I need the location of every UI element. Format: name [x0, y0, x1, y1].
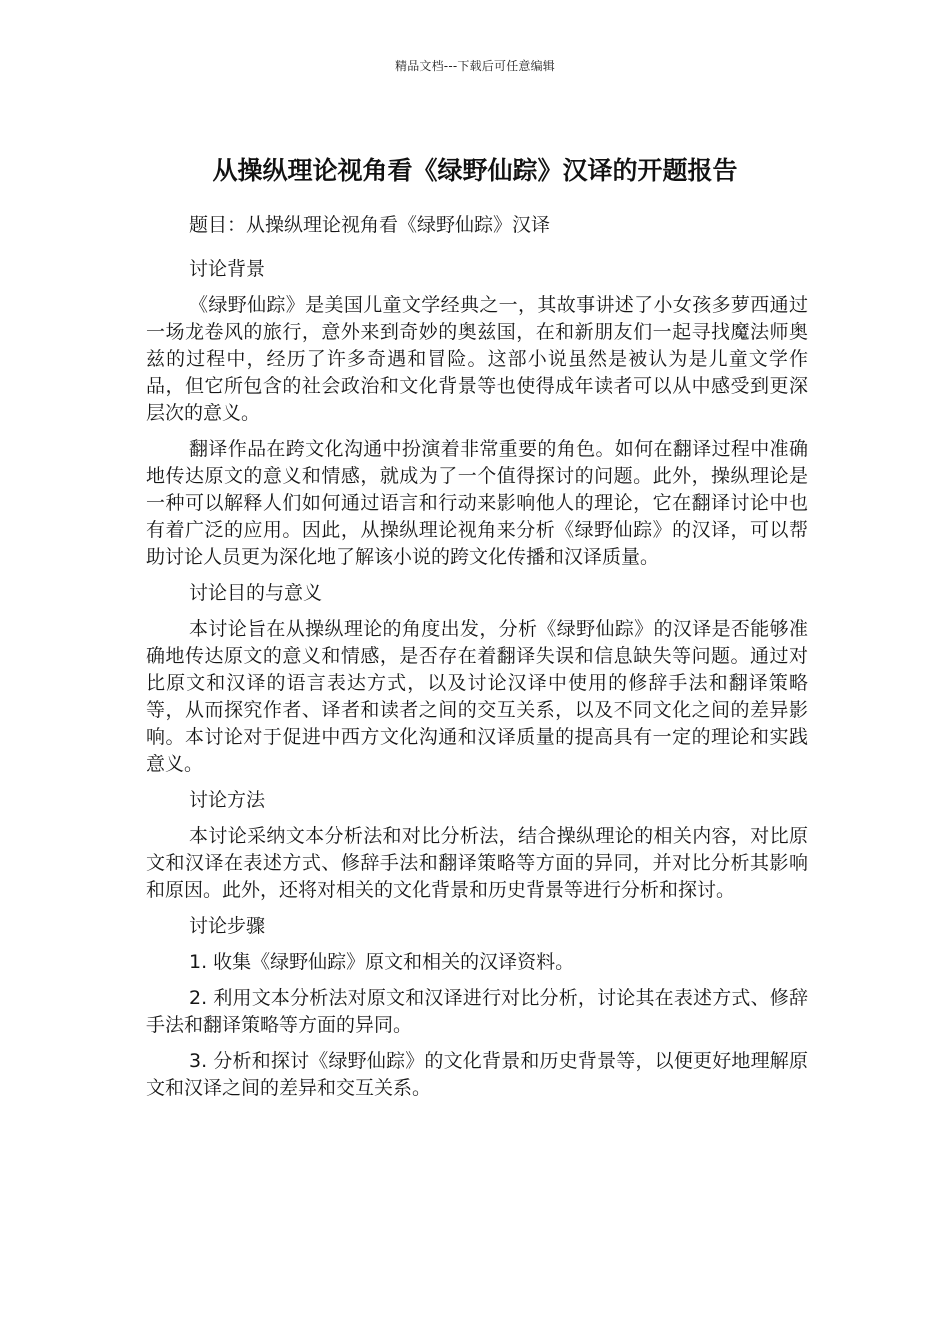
section-heading-method: 讨论方法	[189, 789, 266, 811]
background-paragraph-1: 《绿野仙踪》是美国儿童文学经典之一，其故事讲述了小女孩多萝西通过一场龙卷风的旅行，意外来到奇妙的奥兹国，在和新朋友们一起寻找魔法师奥兹的过程中，经历了许多奇遇和冒险。这部小说虽然是被认为是儿童文学作品，但它所包含的社会政治和文化背景等也使得成年读者可以从中感受到更深层次的意义。	[146, 294, 808, 424]
purpose-paragraph-1: 本讨论旨在从操纵理论的角度出发，分析《绿野仙踪》的汉译是否能够准确地传达原文的意义和情感，是否存在着翻译失误和信息缺失等问题。通过对比原文和汉译的语言表达方式，以及讨论汉译中使用的修辞手法和翻译策略等，从而探究作者、译者和读者之间的交互关系，以及不同文化之间的差异影响。本讨论对于促进中西方文化沟通和汉译质量的提高具有一定的理论和实践意义。	[146, 618, 808, 775]
step-item-2: 2. 利用文本分析法对原文和汉译进行对比分析，讨论其在表述方式、修辞手法和翻译策略等方面的异同。	[146, 987, 808, 1036]
header-note: 精品文档---下载后可任意编辑	[395, 59, 555, 73]
step-item-3: 3. 分析和探讨《绿野仙踪》的文化背景和历史背景等，以便更好地理解原文和汉译之间的差异和交互关系。	[146, 1050, 808, 1099]
step-item-1: 1. 收集《绿野仙踪》原文和相关的汉译资料。	[189, 951, 575, 973]
section-heading-purpose: 讨论目的与意义	[189, 582, 323, 604]
background-paragraph-2: 翻译作品在跨文化沟通中扮演着非常重要的角色。如何在翻译过程中准确地传达原文的意义和情感，就成为了一个值得探讨的问题。此外，操纵理论是一种可以解释人们如何通过语言和行动来影响他人的理论，它在翻译讨论中也有着广泛的应用。因此，从操纵理论视角来分析《绿野仙踪》的汉译，可以帮助讨论人员更为深化地了解该小说的跨文化传播和汉译质量。	[146, 438, 808, 568]
document-body	[146, 212, 808, 1111]
method-paragraph-1: 本讨论采纳文本分析法和对比分析法，结合操纵理论的相关内容，对比原文和汉译在表述方式、修辞手法和翻译策略等方面的异同，并对比分析其影响和原因。此外，还将对相关的文化背景和历史背景等进行分析和探讨。	[146, 825, 808, 901]
subject-line: 题目：从操纵理论视角看《绿野仙踪》汉译	[189, 214, 551, 236]
section-heading-steps: 讨论步骤	[189, 915, 266, 937]
page-title: 从操纵理论视角看《绿野仙踪》汉译的开题报告	[212, 155, 738, 185]
section-heading-background: 讨论背景	[189, 258, 266, 280]
